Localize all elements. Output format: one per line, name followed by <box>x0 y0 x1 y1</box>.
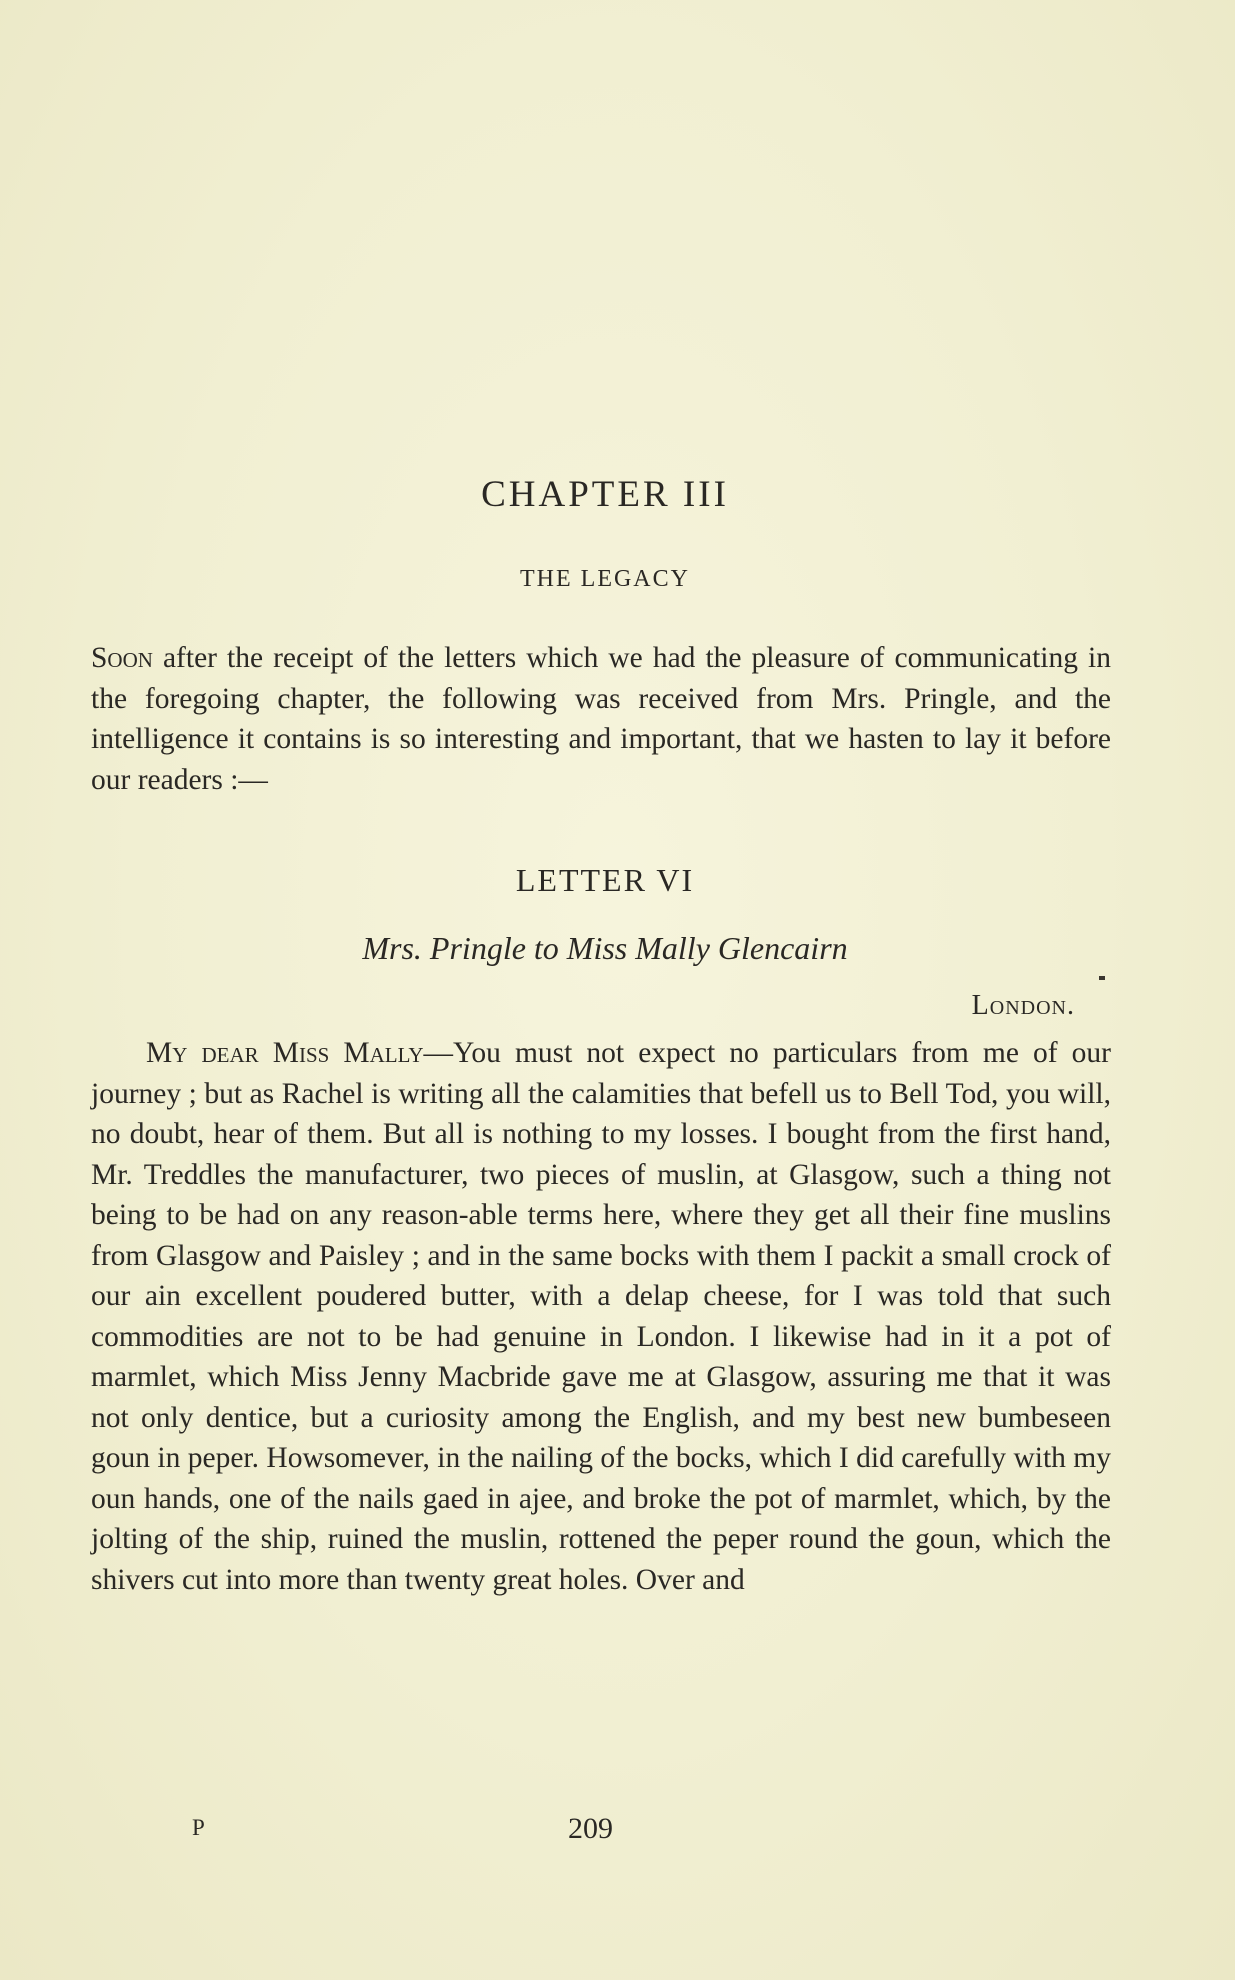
letter-place: London. <box>971 990 1075 1021</box>
letter-addressee: Mrs. Pringle to Miss Mally Glencairn <box>362 930 848 966</box>
letter-body-text: —You must not expect no particulars from me of our journey ; but as Rachel is writing all the calamities that befell us to Bell Tod, you will, no doubt, hear of them. But all is nothing to my losses. I bought from the first hand, Mr. Treddles the manufacturer, two pieces of muslin, at Glasgow, such a thing not being to be had on any reason-able terms here, where they get all their fine muslins from Glasgow and Paisley ; and in the same bocks with them I packit a small crock of our ain excellent poudered butter, with a delap cheese, for I was told that such commodities are not to be had genuine in London. I likewise had in it a pot of marmlet, which Miss Jenny Macbride gave me at Glasgow, assuring me that it was not only dentice, but a curiosity among the English, and my best new bumbeseen goun in peper. Howsomever, in the nailing of the bocks, which I did carefully with my oun hands, one of the nails gaed in ajee, and broke the pot of marmlet, which, by the jolting of the ship, ruined the muslin, rottened the peper round the goun, which the shivers cut into more than twenty great holes. Over and <box>91 1037 1111 1596</box>
letter-body <box>91 1033 1111 1600</box>
page-number: 209 <box>568 1812 613 1845</box>
intro-paragraph <box>91 638 1111 800</box>
print-mark <box>1099 976 1105 980</box>
signature-mark: P <box>192 1815 205 1840</box>
letter-salutation: My dear Miss Mally <box>146 1037 424 1069</box>
chapter-title: CHAPTER III <box>481 474 729 515</box>
letter-heading: LETTER VI <box>515 862 695 898</box>
intro-text: after the receipt of the letters which we had the pleasure of communicating in the foregoing chapter, the following was received from Mrs. Pringle, and the intelligence it contains is so interesting and important, that we hasten to lay it before our readers :— <box>91 642 1111 796</box>
chapter-subtitle: THE LEGACY <box>520 566 690 592</box>
intro-lead-word: Soon <box>91 642 153 674</box>
